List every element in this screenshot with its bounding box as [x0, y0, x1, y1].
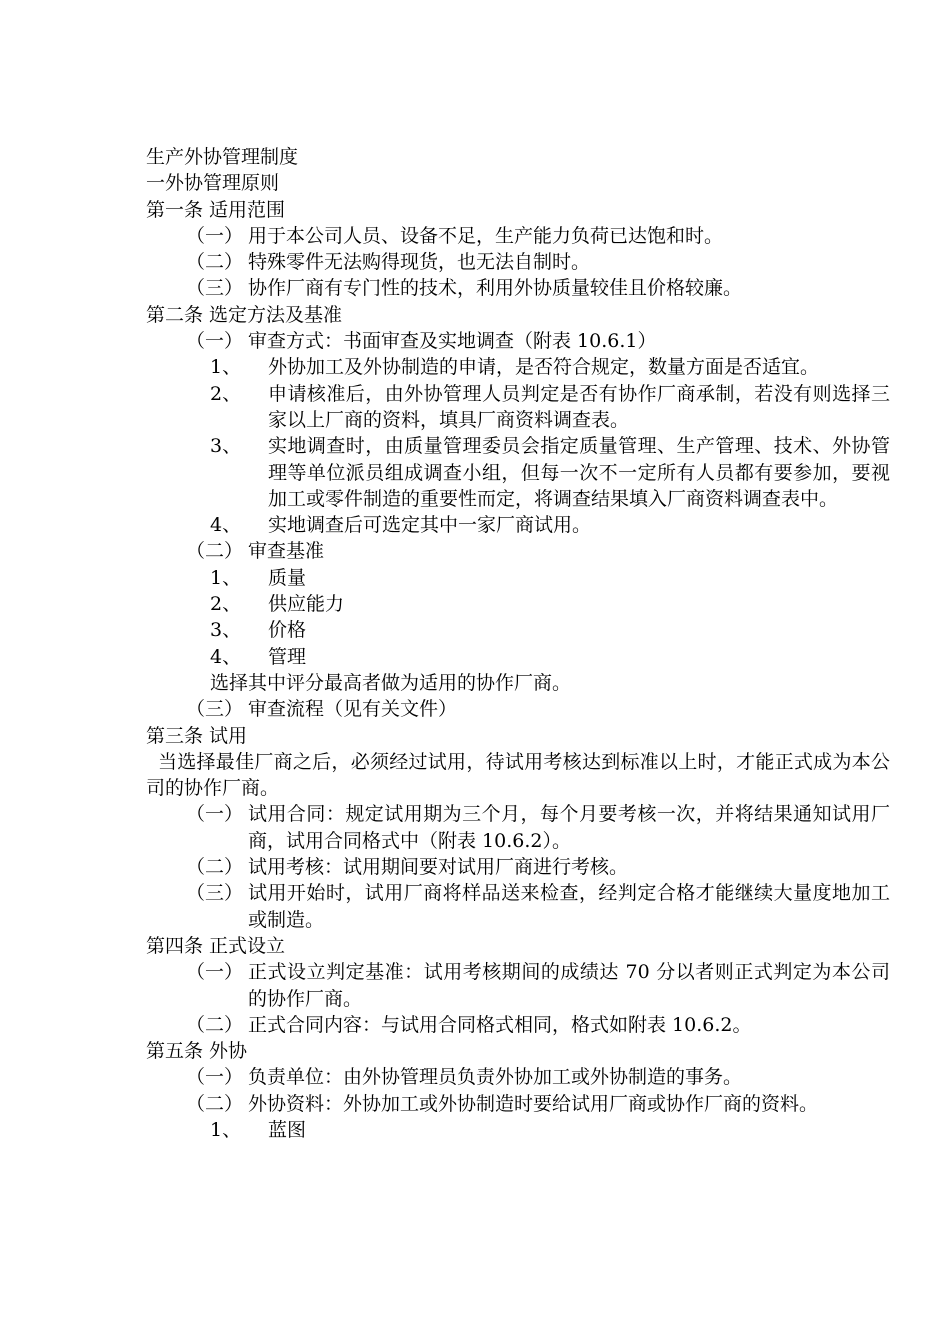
document-title: 生产外协管理制度 [146, 146, 299, 168]
list-item [146, 1091, 890, 1117]
list-item [146, 801, 890, 854]
item-text: 审查基准 [248, 540, 325, 563]
item-label: （三） [186, 882, 244, 905]
item-text: 实地调查时，由质量管理委员会指定质量管理、生产管理、技术、外协管理等单位派员组成调查小组，但每一次不一定所有人员都有要参加，要视加工或零件制造的重要性而定，将调查结果填入厂商资料调查表中。 [268, 435, 890, 510]
item-number: 2、 [210, 382, 242, 405]
item-text: 协作厂商有专门性的技术，利用外协质量较佳且价格较廉。 [248, 277, 743, 300]
item-label: （三） [186, 277, 244, 300]
item-text: 外协加工及外协制造的申请，是否符合规定，数量方面是否适宜。 [268, 356, 820, 379]
item-text: 外协资料：外协加工或外协制造时要给试用厂商或协作厂商的资料。 [248, 1092, 819, 1115]
list-item [146, 854, 890, 880]
item-label: （二） [186, 856, 244, 879]
article-heading: 第一条 适用范围 [146, 198, 286, 221]
article-heading: 第四条 正式设立 [146, 934, 286, 957]
item-label: （二） [186, 1013, 244, 1036]
item-label: （三） [186, 698, 244, 721]
item-number: 4、 [210, 645, 242, 668]
section-heading: 一外协管理原则 [146, 172, 280, 195]
list-item [146, 696, 890, 722]
list-item [146, 249, 890, 275]
item-number: 2、 [210, 593, 242, 616]
item-label: （二） [186, 540, 244, 563]
numbered-item [146, 644, 890, 670]
list-item [146, 328, 890, 354]
numbered-item [146, 354, 890, 380]
item-text: 用于本公司人员、设备不足，生产能力负荷已达饱和时。 [248, 224, 724, 247]
numbered-item [146, 381, 890, 434]
item-text: 正式合同内容：与试用合同格式相同，格式如附表 10.6.2。 [248, 1013, 752, 1036]
item-text: 审查流程（见有关文件） [248, 698, 458, 721]
list-item [146, 1064, 890, 1090]
item-label: （一） [186, 1066, 244, 1089]
item-text: 价格 [268, 619, 307, 642]
item-number: 4、 [210, 514, 242, 537]
item-number: 1、 [210, 356, 242, 379]
item-text: 申请核准后，由外协管理人员判定是否有协作厂商承制，若没有则选择三家以上厂商的资料，填具厂商资料调查表。 [268, 382, 890, 431]
list-item [146, 880, 890, 933]
item-text: 管理 [268, 645, 307, 668]
item-text: 正式设立判定基准：试用考核期间的成绩达 70 分以者则正式判定为本公司的协作厂商。 [248, 961, 890, 1010]
numbered-item [146, 565, 890, 591]
item-number: 3、 [210, 435, 242, 458]
article-heading: 第五条 外协 [146, 1040, 248, 1063]
numbered-item [146, 591, 890, 617]
item-text: 质量 [268, 566, 307, 589]
paragraph: 当选择最佳厂商之后，必须经过试用，待试用考核达到标准以上时，才能正式成为本公司的协作厂商。 [146, 750, 890, 800]
item-text: 特殊零件无法购得现货，也无法自制时。 [248, 251, 591, 274]
item-text: 审查方式：书面审查及实地调查（附表 10.6.1） [248, 330, 657, 353]
list-item [146, 959, 890, 1012]
numbered-item [146, 617, 890, 643]
numbered-item [146, 433, 890, 512]
list-item [146, 1012, 890, 1038]
article-heading: 第三条 试用 [146, 724, 248, 747]
item-text: 负责单位：由外协管理员负责外协加工或外协制造的事务。 [248, 1066, 743, 1089]
item-label: （一） [186, 961, 244, 984]
item-number: 1、 [210, 566, 242, 589]
item-label: （一） [186, 330, 244, 353]
item-text: 试用合同：规定试用期为三个月，每个月要考核一次，并将结果通知试用厂商，试用合同格式中（附表 10.6.2）。 [248, 803, 890, 852]
list-item [146, 538, 890, 564]
numbered-item [146, 1117, 890, 1143]
note-text: 选择其中评分最高者做为适用的协作厂商。 [210, 671, 572, 694]
item-text: 试用开始时，试用厂商将样品送来检查，经判定合格才能继续大量度地加工或制造。 [248, 882, 890, 931]
list-item [146, 223, 890, 249]
item-label: （一） [186, 224, 244, 247]
item-number: 3、 [210, 619, 242, 642]
item-text: 供应能力 [268, 593, 345, 616]
numbered-item [146, 512, 890, 538]
document-body [146, 144, 890, 1143]
item-label: （二） [186, 251, 244, 274]
list-item [146, 275, 890, 301]
item-text: 实地调查后可选定其中一家厂商试用。 [268, 514, 592, 537]
item-label: （一） [186, 803, 244, 826]
article-heading: 第二条 选定方法及基准 [146, 303, 343, 326]
item-number: 1、 [210, 1118, 242, 1141]
item-text: 试用考核：试用期间要对试用厂商进行考核。 [248, 856, 629, 879]
item-text: 蓝图 [268, 1118, 307, 1141]
item-label: （二） [186, 1092, 244, 1115]
